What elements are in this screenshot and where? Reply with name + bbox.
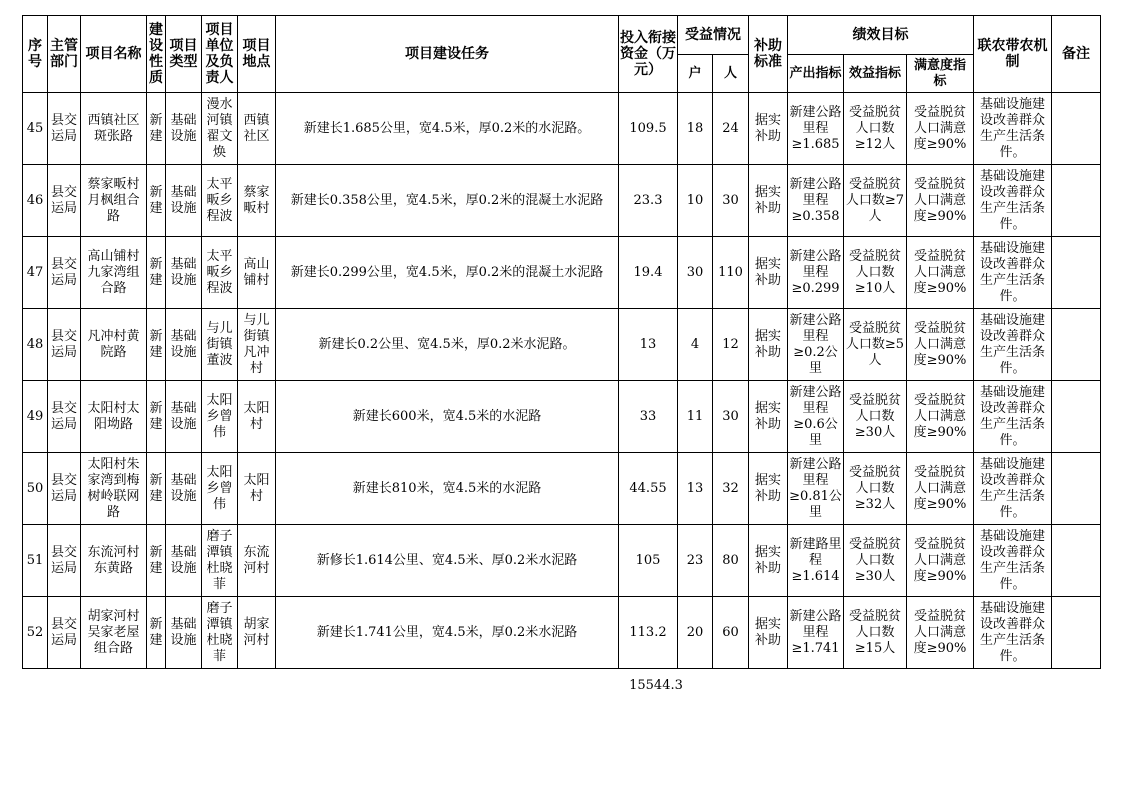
cell-fund: 19.4 [619, 237, 678, 309]
cell-task: 新建长0.358公里，宽4.5米，厚0.2米的混凝土水泥路 [276, 165, 619, 237]
cell-name: 太阳村朱家湾到梅树岭联网路 [81, 453, 147, 525]
cell-nature: 新建 [147, 597, 166, 669]
cell-subsidy: 据实补助 [749, 237, 788, 309]
cell-link: 基础设施建设改善群众生产生活条件。 [974, 525, 1052, 597]
cell-nature: 新建 [147, 165, 166, 237]
cell-type: 基础设施 [166, 381, 202, 453]
cell-type: 基础设施 [166, 597, 202, 669]
cell-link: 基础设施建设改善群众生产生活条件。 [974, 381, 1052, 453]
cell-link: 基础设施建设改善群众生产生活条件。 [974, 165, 1052, 237]
cell-fund: 44.55 [619, 453, 678, 525]
cell-name: 太阳村太阳坳路 [81, 381, 147, 453]
cell-fund: 113.2 [619, 597, 678, 669]
cell-output: 新建公路里程≥0.2公里 [788, 309, 844, 381]
cell-fund: 105 [619, 525, 678, 597]
cell-households: 30 [678, 237, 713, 309]
cell-unit: 漫水河镇翟文焕 [202, 93, 238, 165]
fund-total: 15544.3 [629, 678, 683, 693]
cell-name: 凡冲村黄院路 [81, 309, 147, 381]
cell-note [1052, 381, 1101, 453]
header-people: 人 [713, 55, 749, 93]
header-seq: 序号 [23, 16, 48, 93]
cell-seq: 48 [23, 309, 48, 381]
cell-task: 新建长1.741公里，宽4.5米，厚0.2米水泥路 [276, 597, 619, 669]
cell-name: 蔡家畈村月枫组合路 [81, 165, 147, 237]
cell-task: 新建长0.2公里、宽4.5米，厚0.2米水泥路。 [276, 309, 619, 381]
cell-link: 基础设施建设改善群众生产生活条件。 [974, 453, 1052, 525]
cell-unit: 太平畈乡程波 [202, 165, 238, 237]
cell-people: 30 [713, 165, 749, 237]
cell-seq: 51 [23, 525, 48, 597]
cell-households: 13 [678, 453, 713, 525]
cell-people: 30 [713, 381, 749, 453]
cell-place: 西镇社区 [238, 93, 276, 165]
cell-type: 基础设施 [166, 165, 202, 237]
cell-dept: 县交运局 [48, 93, 81, 165]
cell-type: 基础设施 [166, 93, 202, 165]
table-row [23, 309, 1101, 381]
cell-fund: 109.5 [619, 93, 678, 165]
cell-type: 基础设施 [166, 525, 202, 597]
cell-seq: 45 [23, 93, 48, 165]
cell-subsidy: 据实补助 [749, 597, 788, 669]
cell-subsidy: 据实补助 [749, 381, 788, 453]
cell-link: 基础设施建设改善群众生产生活条件。 [974, 309, 1052, 381]
cell-households: 18 [678, 93, 713, 165]
header-link: 联农带农机制 [974, 16, 1052, 93]
cell-effect: 受益脱贫人口数≥7人 [844, 165, 907, 237]
cell-unit: 太阳乡曾伟 [202, 453, 238, 525]
cell-satisfaction: 受益脱贫人口满意度≥90% [907, 381, 974, 453]
cell-seq: 52 [23, 597, 48, 669]
cell-fund: 33 [619, 381, 678, 453]
cell-households: 20 [678, 597, 713, 669]
table-row [23, 237, 1101, 309]
cell-people: 80 [713, 525, 749, 597]
cell-subsidy: 据实补助 [749, 453, 788, 525]
cell-subsidy: 据实补助 [749, 309, 788, 381]
cell-people: 32 [713, 453, 749, 525]
cell-effect: 受益脱贫人口数≥30人 [844, 381, 907, 453]
cell-output: 新建公路里程≥0.299 [788, 237, 844, 309]
cell-dept: 县交运局 [48, 237, 81, 309]
table-row [23, 165, 1101, 237]
cell-place: 与儿街镇凡冲村 [238, 309, 276, 381]
cell-note [1052, 237, 1101, 309]
header-satisfaction: 满意度指标 [907, 55, 974, 93]
cell-task: 新建长0.299公里，宽4.5米，厚0.2米的混凝土水泥路 [276, 237, 619, 309]
cell-note [1052, 309, 1101, 381]
cell-output: 新建公路里程≥0.6公里 [788, 381, 844, 453]
cell-task: 新修长1.614公里、宽4.5米、厚0.2米水泥路 [276, 525, 619, 597]
cell-satisfaction: 受益脱贫人口满意度≥90% [907, 597, 974, 669]
cell-nature: 新建 [147, 381, 166, 453]
cell-fund: 13 [619, 309, 678, 381]
header-type: 项目类型 [166, 16, 202, 93]
header-name: 项目名称 [81, 16, 147, 93]
cell-nature: 新建 [147, 93, 166, 165]
cell-place: 蔡家畈村 [238, 165, 276, 237]
cell-nature: 新建 [147, 309, 166, 381]
cell-dept: 县交运局 [48, 453, 81, 525]
cell-households: 10 [678, 165, 713, 237]
header-output: 产出指标 [788, 55, 844, 93]
cell-satisfaction: 受益脱贫人口满意度≥90% [907, 525, 974, 597]
cell-seq: 49 [23, 381, 48, 453]
cell-name: 西镇社区斑张路 [81, 93, 147, 165]
cell-place: 太阳村 [238, 453, 276, 525]
header-fund: 投入衔接资金（万元） [619, 16, 678, 93]
table-row [23, 525, 1101, 597]
cell-task: 新建长810米，宽4.5米的水泥路 [276, 453, 619, 525]
cell-dept: 县交运局 [48, 381, 81, 453]
cell-households: 4 [678, 309, 713, 381]
cell-subsidy: 据实补助 [749, 93, 788, 165]
cell-type: 基础设施 [166, 237, 202, 309]
cell-place: 东流河村 [238, 525, 276, 597]
cell-nature: 新建 [147, 525, 166, 597]
cell-output: 新建公路里程≥0.81公里 [788, 453, 844, 525]
cell-output: 新建路里程≥1.614 [788, 525, 844, 597]
cell-subsidy: 据实补助 [749, 165, 788, 237]
cell-satisfaction: 受益脱贫人口满意度≥90% [907, 237, 974, 309]
cell-type: 基础设施 [166, 309, 202, 381]
cell-dept: 县交运局 [48, 525, 81, 597]
cell-dept: 县交运局 [48, 165, 81, 237]
cell-dept: 县交运局 [48, 309, 81, 381]
cell-name: 东流河村东黄路 [81, 525, 147, 597]
header-nature: 建设性质 [147, 16, 166, 93]
cell-satisfaction: 受益脱贫人口满意度≥90% [907, 93, 974, 165]
header-row-1 [23, 16, 1101, 55]
header-dept: 主管部门 [48, 16, 81, 93]
cell-nature: 新建 [147, 453, 166, 525]
cell-seq: 50 [23, 453, 48, 525]
project-table [22, 15, 1101, 669]
cell-link: 基础设施建设改善群众生产生活条件。 [974, 93, 1052, 165]
cell-satisfaction: 受益脱贫人口满意度≥90% [907, 165, 974, 237]
cell-unit: 磨子潭镇杜晓菲 [202, 597, 238, 669]
cell-name: 高山铺村九家湾组合路 [81, 237, 147, 309]
cell-satisfaction: 受益脱贫人口满意度≥90% [907, 309, 974, 381]
table-row [23, 381, 1101, 453]
cell-effect: 受益脱贫人口数≥12人 [844, 93, 907, 165]
cell-effect: 受益脱贫人口数≥32人 [844, 453, 907, 525]
header-performance: 绩效目标 [788, 16, 974, 55]
header-task: 项目建设任务 [276, 16, 619, 93]
table-row [23, 597, 1101, 669]
cell-effect: 受益脱贫人口数≥15人 [844, 597, 907, 669]
cell-output: 新建公路里程≥1.685 [788, 93, 844, 165]
cell-note [1052, 165, 1101, 237]
header-effect: 效益指标 [844, 55, 907, 93]
cell-effect: 受益脱贫人口数≥5人 [844, 309, 907, 381]
cell-people: 60 [713, 597, 749, 669]
header-benefit: 受益情况 [678, 16, 749, 55]
cell-note [1052, 597, 1101, 669]
header-place: 项目地点 [238, 16, 276, 93]
cell-satisfaction: 受益脱贫人口满意度≥90% [907, 453, 974, 525]
cell-place: 太阳村 [238, 381, 276, 453]
header-unit: 项目单位及负责人 [202, 16, 238, 93]
cell-task: 新建长1.685公里，宽4.5米，厚0.2米的水泥路。 [276, 93, 619, 165]
header-households: 户 [678, 55, 713, 93]
header-note: 备注 [1052, 16, 1101, 93]
cell-unit: 与儿街镇董波 [202, 309, 238, 381]
cell-subsidy: 据实补助 [749, 525, 788, 597]
cell-note [1052, 93, 1101, 165]
cell-output: 新建公路里程≥0.358 [788, 165, 844, 237]
cell-nature: 新建 [147, 237, 166, 309]
cell-place: 高山铺村 [238, 237, 276, 309]
cell-task: 新建长600米，宽4.5米的水泥路 [276, 381, 619, 453]
cell-people: 110 [713, 237, 749, 309]
table-row [23, 93, 1101, 165]
cell-seq: 47 [23, 237, 48, 309]
cell-seq: 46 [23, 165, 48, 237]
cell-note [1052, 525, 1101, 597]
cell-people: 24 [713, 93, 749, 165]
cell-link: 基础设施建设改善群众生产生活条件。 [974, 237, 1052, 309]
table-row [23, 453, 1101, 525]
cell-link: 基础设施建设改善群众生产生活条件。 [974, 597, 1052, 669]
cell-unit: 太阳乡曾伟 [202, 381, 238, 453]
cell-note [1052, 453, 1101, 525]
cell-name: 胡家河村吴家老屋组合路 [81, 597, 147, 669]
cell-people: 12 [713, 309, 749, 381]
cell-dept: 县交运局 [48, 597, 81, 669]
cell-unit: 磨子潭镇杜晓菲 [202, 525, 238, 597]
cell-households: 11 [678, 381, 713, 453]
cell-unit: 太平畈乡程波 [202, 237, 238, 309]
cell-output: 新建公路里程≥1.741 [788, 597, 844, 669]
cell-place: 胡家河村 [238, 597, 276, 669]
cell-type: 基础设施 [166, 453, 202, 525]
cell-households: 23 [678, 525, 713, 597]
cell-effect: 受益脱贫人口数≥10人 [844, 237, 907, 309]
cell-effect: 受益脱贫人口数≥30人 [844, 525, 907, 597]
header-subsidy: 补助标准 [749, 16, 788, 93]
cell-fund: 23.3 [619, 165, 678, 237]
